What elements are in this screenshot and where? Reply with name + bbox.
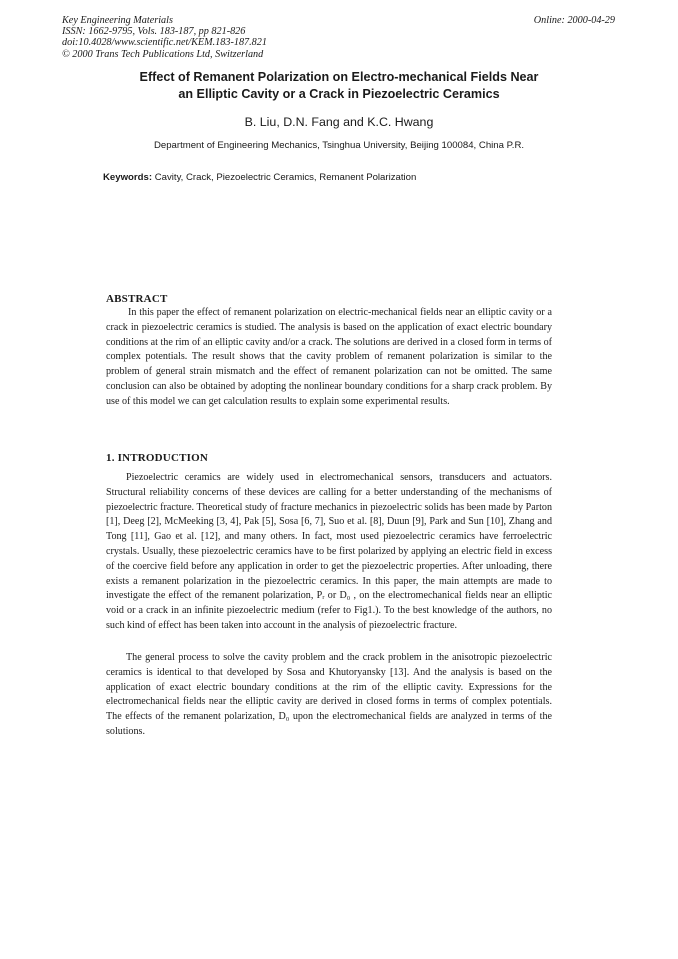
abstract-heading: ABSTRACT [106,293,168,305]
journal-issn: ISSN: 1662-9795, Vols. 183-187, pp 821-826 [62,26,246,38]
online-date: Online: 2000-04-29 [533,15,615,26]
title-line-1: Effect of Remanent Polarization on Electro-mechanical Fields Near [139,70,539,84]
intro-paragraph-2 [106,651,552,740]
affiliation: Department of Engineering Mechanics, Tsinghua University, Beijing 100084, China P.R. [153,140,525,151]
keywords [103,172,416,183]
intro-p1-text: Piezoelectric ceramics are widely used in electromechanical sensors, transducers and actuators. Structural reliability concerns of these devices are calling for a better understanding of the mechanisms of piezoelectric fracture. Theoretical study of fracture mechanics in piezoelectric solids has been made by Parton [1], Deeg [2], McMeeking [3, 4], Pak [5], Sosa [6, 7], Suo et al. [8], Duun [9], Park and Sun [10], Zhang and Tong [11], Gao et al. [12], and many others. In fact, most used piezoelectric ceramics have ferroelectric crystals. Usually, these piezoelectric ceramics have to be first polarized by applying an electric field in excess of the coercive field before any application in order to get the piezoelectric properties. After unloading, there exists a remanent polarization in the piezoelectric ceramics. In this paper, the main attempts are made to investigate the effect of the remanent polarization, Pᵣ or D₀ , on the electromechanical fields near an elliptic void or a crack in an infinite piezoelectric medium (refer to Fig1.). To the best knowledge of the authors, no such kind of effect has been taken into account in the analysis of piezoelectric fracture. [106,472,552,631]
journal-name: Key Engineering Materials [62,15,173,26]
intro-p2-text: The general process to solve the cavity problem and the crack problem in the anisotropic piezoelectric ceramics is identical to that developed by Sosa and Khutoryansky [13]. And the analysis is based on the application of exact electric boundary conditions at the rim of the elliptic cavity. Expressions for the electromechanical fields near the elliptic cavity are derived in closed forms in terms of complex potentials. The effects of the remanent polarization, D₀ upon the electromechanical fields are analyzed in terms of the solutions. [106,652,552,737]
intro-paragraph-1 [106,471,552,634]
abstract-paragraph [106,306,552,410]
title-line-2: an Elliptic Cavity or a Crack in Piezoelectric Ceramics [178,87,500,101]
keywords-text: Cavity, Crack, Piezoelectric Ceramics, Remanent Polarization [152,172,417,183]
paper-title [80,69,598,103]
abstract-text: In this paper the effect of remanent polarization on electric-mechanical fields near an elliptic cavity or a crack in piezoelectric ceramics is studied. The analysis is based on the application of exact electric boundary conditions at the rim of an elliptic cavity and/or a crack. The solutions are derived in a closed form in terms of complex potentials. The result shows that the cavity problem of remanent polarization is similar to the problem of general strain mismatch and the effect of remanent polarization can not be omitted. The same conclusion can also be obtained by adopting the nonlinear boundary conditions for a sharp crack problem. By use of this model we can get calculation results to explain some experimental results. [106,307,552,407]
journal-header [62,15,267,60]
journal-copyright: © 2000 Trans Tech Publications Ltd, Switzerland [62,48,264,60]
introduction-heading: 1. INTRODUCTION [106,452,209,464]
keywords-label: Keywords: [103,172,153,183]
journal-doi: doi:10.4028/www.scientific.net/KEM.183-187.821 [62,37,267,49]
authors: B. Liu, D.N. Fang and K.C. Hwang [244,115,434,129]
